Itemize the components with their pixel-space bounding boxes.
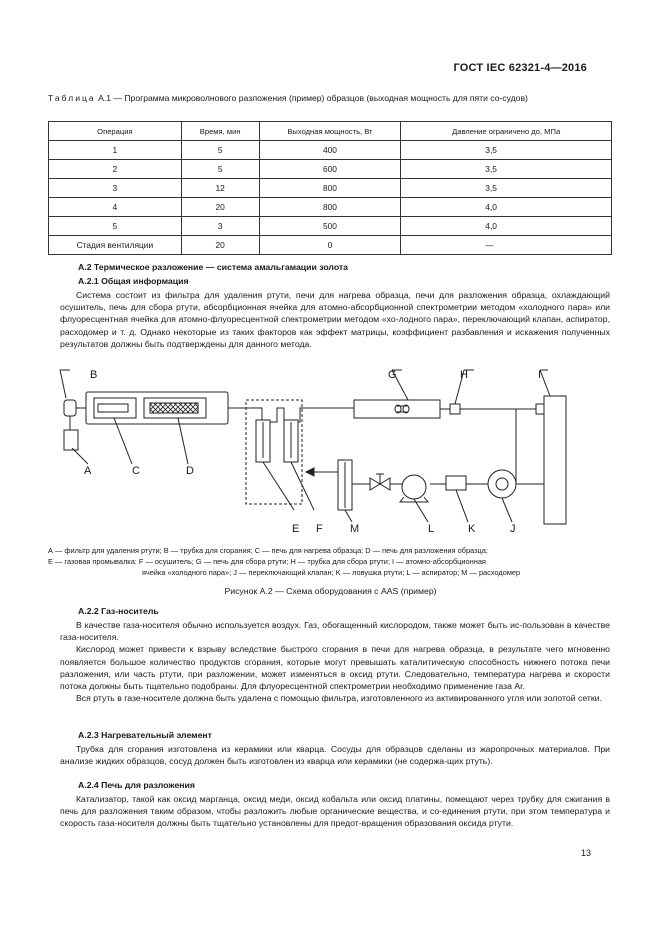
table-cell: 600	[259, 160, 401, 179]
label-e: E	[292, 523, 300, 535]
table-header-row	[49, 122, 612, 141]
table-cell: 0	[259, 236, 401, 255]
section-a23-text	[60, 743, 610, 767]
legend-line: А — фильтр для удаления ртути; В — трубка для сгорания; С — печь для нагрева образца; D — печь для разложения образца;	[48, 546, 488, 555]
table-caption-label: Таблица	[48, 93, 96, 103]
paragraph: В качестве газа-носителя обычно используется воздух. Газ, обогащенный кислородом, также может быть ис-пользован в качестве газа-носителя.	[60, 620, 610, 643]
label-k: K	[468, 523, 476, 535]
mercury-collection-tube-h	[450, 404, 460, 414]
table-cell: 4,0	[401, 217, 612, 236]
paragraph: Вся ртуть в газе-носителе должна быть удалена с помощью фильтра, изготовленного из активированного угля или золотой сетки.	[76, 693, 602, 704]
table-cell: 500	[259, 217, 401, 236]
section-a21-heading: А.2.1 Общая информация	[78, 276, 189, 286]
label-d: D	[186, 465, 194, 477]
label-l: L	[428, 523, 435, 535]
mercury-collection-furnace-g	[354, 400, 440, 418]
table-row	[49, 217, 612, 236]
table-cell: 5	[181, 160, 259, 179]
section-a24-heading: А.2.4 Печь для разложения	[78, 780, 195, 790]
label-b: B	[90, 369, 98, 381]
table-cell: 3	[181, 217, 259, 236]
table-cell: 20	[181, 236, 259, 255]
column-header: Операция	[49, 122, 182, 141]
table-cell: Стадия вентиляции	[49, 236, 182, 255]
table-row	[49, 160, 612, 179]
table-row	[49, 236, 612, 255]
table-cell: 1	[49, 141, 182, 160]
section-a22-text	[60, 619, 610, 704]
paragraph: Кислород может привести к взрыву вследствие быстрого сгорания в печи для нагрева образца, в результате чего мгновенно появляется большое количество продуктов сгорания, которые могут превышать каталитическую способность нижнего потока печи разложения, или часть ртути, при разложении, может изменяться в оксид ртути. Следовательно, температура нагрева и скорости потока должны быть тщательно подобраны. Для флуоресцентной спектрометрии необходимо применение газа Ar.	[60, 644, 610, 692]
table-cell: 800	[259, 179, 401, 198]
paragraph: Система состоит из фильтра для удаления ртути, печи для нагрева образца, печи для разложения образца, охлаждающий осушитель, печь для сбора ртути, абсорбционная ячейка для атомно-абсорбционной спектрометрии методом «холодного пара» или флуоресцентная ячейка для атомно-флуоресцентной спектрометрии методом «хо-лодного пара», переключающий клапан, аспиратор, расходомер и т. д. Однако некоторые из таких факторов как эффект матрицы, коэффициент разбавления и искажения полученных результатов должны быть подтверждены для данного метода.	[60, 290, 610, 349]
table-row	[49, 141, 612, 160]
table-caption	[48, 92, 612, 104]
standard-header: ГОСТ IEC 62321-4—2016	[453, 62, 587, 74]
label-g: G	[388, 369, 397, 381]
figure-legend	[48, 545, 614, 578]
section-a2-heading: А.2 Термическое разложение — система амальгамации золота	[78, 262, 348, 272]
section-a21-text	[60, 289, 610, 350]
label-f: F	[316, 523, 323, 535]
digestion-program-table	[48, 121, 612, 255]
aspirator-l	[402, 475, 426, 499]
switching-valve-j	[488, 470, 516, 498]
table-cell: 800	[259, 198, 401, 217]
absorption-cell-i	[544, 396, 566, 524]
column-header: Давление ограничено до, МПа	[401, 122, 612, 141]
table-cell: 4,0	[401, 198, 612, 217]
table-cell: 12	[181, 179, 259, 198]
label-c: C	[132, 465, 140, 477]
table-cell: 400	[259, 141, 401, 160]
table-cell: 2	[49, 160, 182, 179]
column-header: Выходная мощность, Вт	[259, 122, 401, 141]
table-cell: 5	[181, 141, 259, 160]
label-a: A	[84, 465, 92, 477]
section-a23-heading: А.2.3 Нагревательный элемент	[78, 730, 212, 740]
paragraph: Трубка для сгорания изготовлена из керамики или кварца. Сосуды для образцов сделаны из жаропрочных материалов. При анализе жидких образцов, сосуд должен быть изготовлен из кварца или керамики (не содержа-щих ртуть).	[60, 744, 610, 767]
table-cell: 4	[49, 198, 182, 217]
legend-line: Е — газовая промывалка: F — осушитель; G — печь для сбора ртути; Н — трубка для сбора ртути; I — атомно-абсорбционная	[48, 557, 486, 566]
table-row	[49, 179, 612, 198]
sample-heating-furnace-c	[94, 398, 136, 418]
column-header: Время, мин	[181, 122, 259, 141]
label-j: J	[510, 523, 516, 535]
table-cell: —	[401, 236, 612, 255]
table-cell: 3,5	[401, 141, 612, 160]
table-cell: 3	[49, 179, 182, 198]
table-caption-text: А.1 — Программа микроволнового разложения (пример) образцов (выходная мощность для пяти со-судов)	[98, 93, 528, 103]
table-cell: 3,5	[401, 179, 612, 198]
table-row	[49, 198, 612, 217]
paragraph: Катализатор, такой как оксид марганца, оксид меди, оксид кобальта или оксид платины, помещают через трубку для сжигания в печь для разложения таким образом, чтобы разложить любые органические вещества, и со-единения ртути, при этом температура и скорость газа-носителя должны быть тщательно установлены для предот-вращения образования оксида ртути.	[60, 794, 610, 829]
label-m: M	[350, 523, 360, 535]
table-cell: 5	[49, 217, 182, 236]
label-h: H	[460, 369, 468, 381]
legend-line: ячейка «холодного пара»; J — переключающий клапан; K — ловушка ртути; L — аспиратор; М — расходомер	[141, 568, 521, 577]
combustion-tube-end	[64, 400, 76, 416]
table-cell: 3,5	[401, 160, 612, 179]
mercury-trap-k	[446, 476, 466, 490]
figure-caption: Рисунок А.2 — Схема оборудования с AAS (пример)	[224, 586, 437, 596]
table-cell: 20	[181, 198, 259, 217]
mercury-filter-a	[64, 430, 78, 450]
page-number: 13	[580, 848, 591, 858]
equipment-schematic	[48, 362, 608, 538]
label-i: I	[538, 369, 542, 381]
section-a24-text	[60, 793, 610, 830]
section-a22-heading: А.2.2 Газ-носитель	[78, 606, 159, 616]
